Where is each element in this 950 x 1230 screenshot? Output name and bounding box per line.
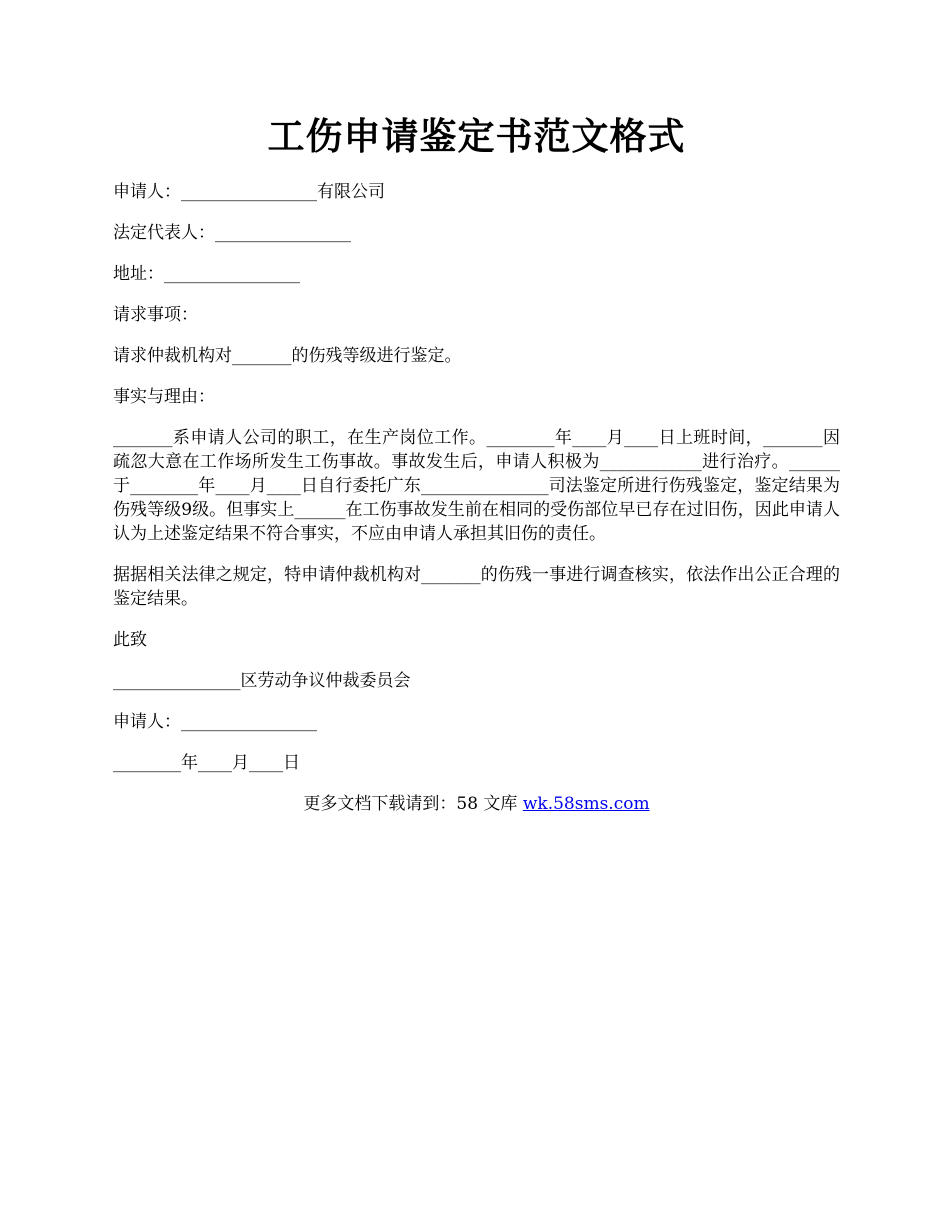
signature-date: ________年____月____日 [113,753,300,773]
footer-link[interactable]: wk.58sms.com [522,794,650,814]
facts-content: _______系申请人公司的职工，在生产岗位工作。________年____月____日上班时间，_______因疏忽大意在工作场所发生工伤事故。事故发生后，申请人积极为____________进行治疗。______于________年____月____日自行委托广东_______________司法鉴定所进行伤残鉴定，鉴定结果为伤残等级9级。但事实上______在工伤事故发生前在相同的受伤部位早已存在过旧伤，因此申请人认为上述鉴定结果不符合事实，不应由申请人承担其旧伤的责任。 [113,428,840,544]
footer-prefix: 更多文档下载请到：58 文库 [303,794,523,814]
applicant-line: 申请人：________________有限公司 [113,182,385,202]
legal-basis-paragraph: 据据相关法律之规定，特申请仲裁机构对_______的伤残一事进行调查核实，依法作出公正合理的鉴定结果。 [113,565,840,609]
document-title: 工伤申请鉴定书范文格式 [267,114,686,158]
request-content: 请求仲裁机构对_______的伤残等级进行鉴定。 [113,346,462,366]
recipient-committee: _______________区劳动争议仲裁委员会 [113,671,411,691]
signature-applicant: 申请人：________________ [113,712,317,732]
facts-heading: 事实与理由： [113,387,215,407]
address-line: 地址：________________ [113,264,300,284]
request-heading: 请求事项： [113,305,198,325]
legal-representative-line: 法定代表人：________________ [113,223,351,243]
document-page [113,112,840,833]
salutation: 此致 [113,630,147,650]
footer-note [113,792,840,816]
